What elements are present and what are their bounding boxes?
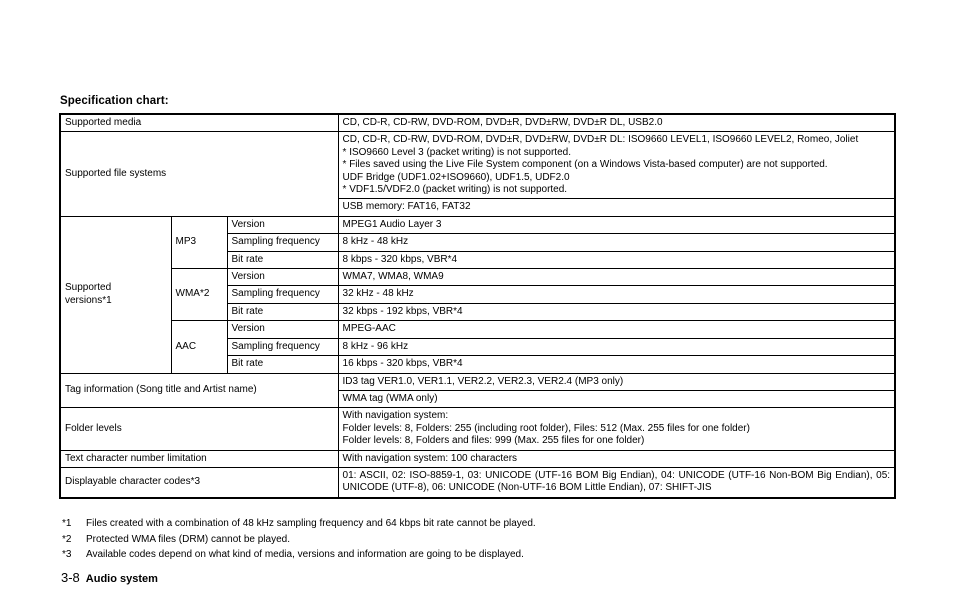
footnote-text: Files created with a combination of 48 kHz sampling frequency and 64 kbps bit rate cannot be played.: [86, 518, 536, 529]
footnote-text: Protected WMA files (DRM) cannot be played.: [86, 533, 290, 545]
tag-id3-value: ID3 tag VER1.0, VER1.1, VER2.2, VER2.3, VER2.4 (MP3 only): [338, 373, 895, 390]
table-row: [60, 269, 895, 286]
param-label: Sampling frequency: [227, 234, 338, 251]
versions-label: Supported versions*1: [60, 216, 171, 373]
format-name: WMA*2: [171, 269, 227, 321]
text-limit-value: With navigation system: 100 characters: [338, 450, 895, 467]
fs-line: CD, CD-R, CD-RW, DVD-ROM, DVD±R, DVD±RW, DVD±R DL: ISO9660 LEVEL1, ISO9660 LEVEL2, Romeo, Joliet: [342, 134, 859, 146]
param-label: Version: [227, 216, 338, 233]
footnote-mark: *1: [62, 518, 72, 529]
param-value: WMA7, WMA8, WMA9: [338, 269, 895, 286]
folder-line: With navigation system:: [342, 410, 449, 422]
fs-line: UDF Bridge (UDF1.02+ISO9660), UDF1.5, UDF2.0: [342, 171, 570, 183]
param-label: Sampling frequency: [227, 286, 338, 303]
folder-label: Folder levels: [60, 408, 338, 450]
folder-line: Folder levels: 8, Folders and files: 999 (Max. 255 files for one folder): [342, 435, 645, 447]
param-label: Sampling frequency: [227, 338, 338, 355]
page-footer: [61, 570, 158, 585]
fs-disc-value: [338, 132, 895, 199]
param-label: Bit rate: [227, 356, 338, 373]
param-value: 8 kHz - 96 kHz: [338, 338, 895, 355]
table-row: [60, 408, 895, 450]
fs-line: * ISO9660 Level 3 (packet writing) is not supported.: [342, 146, 571, 158]
codes-value: 01: ASCII, 02: ISO-8859-1, 03: UNICODE (UTF-16 BOM Big Endian), 04: UNICODE (UTF-16 Non-BOM Big Endian), 05: UNICODE (UTF-8), 06: UNICODE (Non-UTF-16 BOM Little Endian), 07: SHIFT-JIS: [338, 467, 895, 497]
table-row: [60, 132, 895, 199]
param-value: 16 kbps - 320 kbps, VBR*4: [338, 356, 895, 373]
footnote-mark: *3: [62, 549, 72, 560]
param-label: Version: [227, 269, 338, 286]
folder-value: [338, 408, 895, 450]
text-limit-label: Text character number limitation: [60, 450, 338, 467]
table-row: [60, 373, 895, 390]
media-label: Supported media: [60, 114, 338, 132]
fs-usb-value: USB memory: FAT16, FAT32: [338, 199, 895, 216]
param-value: 8 kbps - 320 kbps, VBR*4: [338, 251, 895, 268]
section-title: Specification chart:: [60, 95, 169, 107]
fs-line: * Files saved using the Live File System component (on a Windows Vista-based computer) are not supported.: [342, 159, 828, 171]
footnote-text: Available codes depend on what kind of media, versions and information are going to be displayed.: [86, 549, 524, 560]
format-name: MP3: [171, 216, 227, 268]
fs-label: Supported file systems: [60, 132, 338, 216]
media-value: CD, CD-R, CD-RW, DVD-ROM, DVD±R, DVD±RW, DVD±R DL, USB2.0: [338, 114, 895, 132]
page-number: 3-8: [61, 570, 80, 585]
param-label: Bit rate: [227, 303, 338, 320]
param-label: Bit rate: [227, 251, 338, 268]
table-row: [60, 321, 895, 338]
table-row: [60, 114, 895, 132]
footnote: [62, 547, 536, 563]
format-name: AAC: [171, 321, 227, 373]
fs-line: * VDF1.5/VDF2.0 (packet writing) is not supported.: [342, 184, 568, 196]
spec-table: [59, 113, 896, 499]
param-value: 32 kHz - 48 kHz: [338, 286, 895, 303]
folder-line: Folder levels: 8, Folders: 255 (including root folder), Files: 512 (Max. 255 files for one folder): [342, 422, 750, 434]
param-value: 8 kHz - 48 kHz: [338, 234, 895, 251]
section-name: Audio system: [85, 573, 158, 585]
footnote-mark: *2: [62, 533, 72, 545]
footnote: [62, 516, 536, 532]
table-row: [60, 467, 895, 497]
tag-wma-value: WMA tag (WMA only): [338, 390, 895, 407]
table-row: [60, 450, 895, 467]
tag-label: Tag information (Song title and Artist name): [60, 373, 338, 408]
param-value: 32 kbps - 192 kbps, VBR*4: [338, 303, 895, 320]
param-value: MPEG-AAC: [338, 321, 895, 338]
table-row: [60, 216, 895, 233]
codes-label: Displayable character codes*3: [60, 467, 338, 497]
param-label: Version: [227, 321, 338, 338]
footnotes: [62, 516, 536, 563]
param-value: MPEG1 Audio Layer 3: [338, 216, 895, 233]
footnote: [62, 532, 536, 548]
